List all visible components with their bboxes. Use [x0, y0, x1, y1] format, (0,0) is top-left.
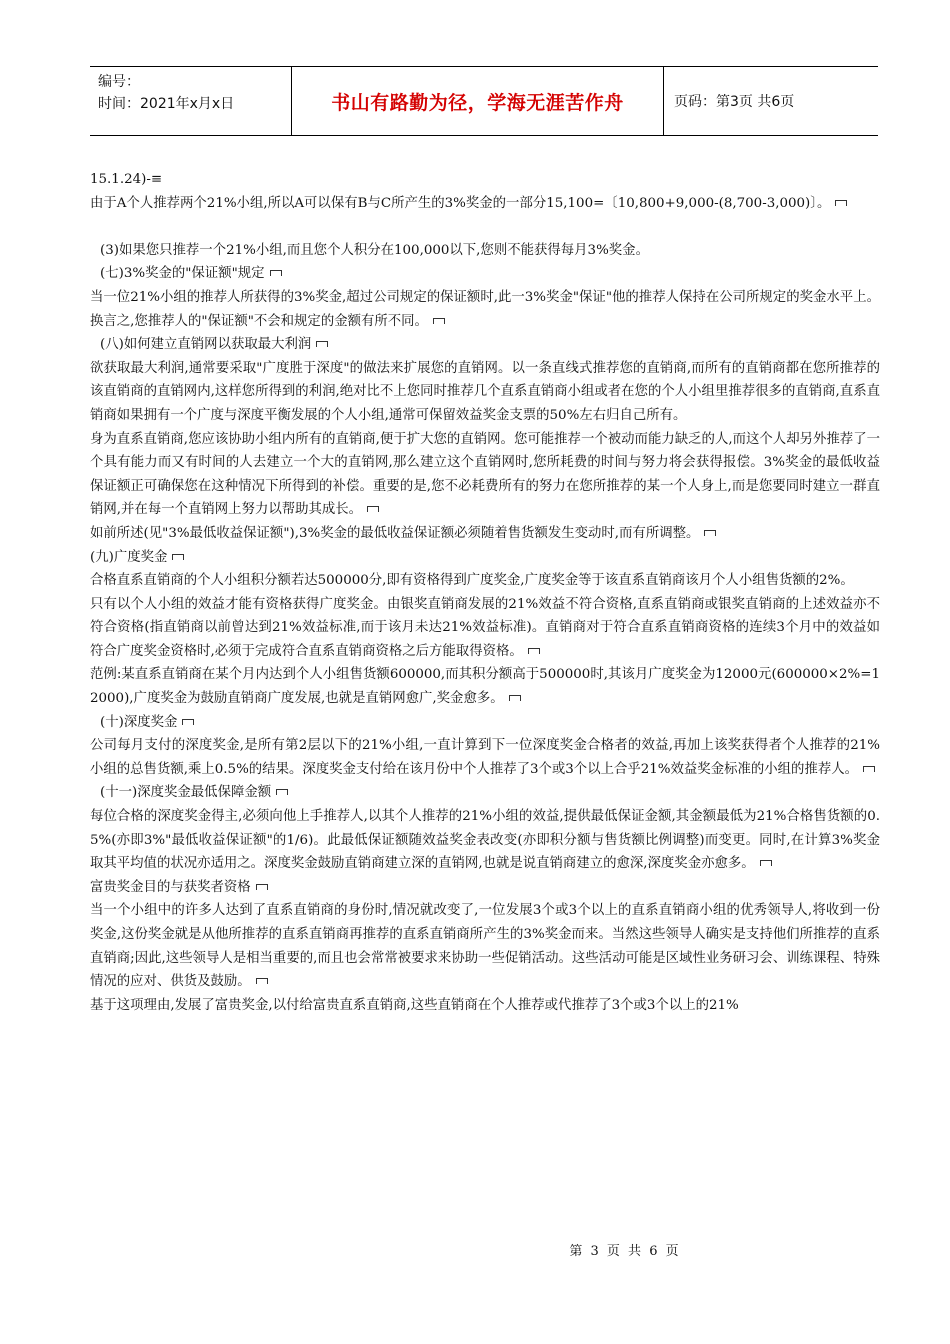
paragraph: [90, 994, 880, 1018]
paragraph: [90, 805, 880, 876]
paragraph: [90, 215, 880, 239]
paragraph: [90, 262, 880, 286]
paragraph-mark-icon: [270, 270, 282, 276]
paragraph-text: 每位合格的深度奖金得主,必须向他上手推荐人,以其个人推荐的21%小组的效益,提供最低保证金额,其金额最低为21%合格售货额的0.5%(亦即3%"最低收益保证额"的1/6)。此最低保证额随效益奖金表改变(亦即积分额与售货额比例调整)而变更。同时,在计算3%奖金取其平均值的状况亦适用之。深度奖金鼓励直销商建立深的直销网,也就是说直销商建立的愈深,深度奖金亦愈多。: [90, 809, 880, 872]
paragraph-mark-icon: [276, 789, 288, 795]
paragraph-text: (九)广度奖金: [90, 549, 168, 565]
paragraph-text: 当一个小组中的许多人达到了直系直销商的身份时,情况就改变了,一位发展3个或3个以上的直系直销商小组的优秀领导人,将收到一份奖金,这份奖金就是从他所推荐的直系直销商再推荐的直系直销商所产生的3%奖金而来。当然这些领导人确实是支持他们所推荐的直系直销商;因此,这些领导人是相当重要的,而且也会常常被要求来协助一些促销活动。这些活动可能是区域性业务研习会、训练课程、特殊情况的应对、供货及鼓励。: [90, 903, 880, 990]
paragraph-text: (七)3%奖金的"保证额"规定: [100, 266, 265, 282]
paragraph: [90, 428, 880, 522]
paragraph-text: 当一位21%小组的推荐人所获得的3%奖金,超过公司规定的保证额时,此一3%奖金"保证"他的推荐人保持在公司所规定的奖金水平上。换言之,您推荐人的"保证额"不会和规定的金额有所不同。: [90, 289, 880, 329]
paragraph-mark-icon: [256, 978, 268, 984]
header-left-cell: [90, 67, 291, 135]
paragraph: [90, 286, 880, 333]
paragraph-text: 欲获取最大利润,通常要采取"广度胜于深度"的做法来扩展您的直销网。以一条直线式推荐您的直销商,而所有的直销商都在您所推荐的该直销商的直销网内,这样您所得到的利润,绝对比不上您同时推荐几个直系直销商小组或者在您的个人小组里推荐很多的直销商,直系直销商如果拥有一个广度与深度平衡发展的个人小组,通常可保留效益奖金支票的50%左右归自己所有。: [90, 360, 880, 423]
paragraph-mark-icon: [760, 860, 772, 866]
paragraph-mark-icon: [835, 200, 847, 206]
paragraph-mark-icon: [316, 341, 328, 347]
paragraph-text: 合格直系直销商的个人小组积分额若达500000分,即有资格得到广度奖金,广度奖金等于该直系直销商该月个人小组售货额的2%。: [90, 573, 854, 589]
paragraph-text: 只有以个人小组的效益才能有资格获得广度奖金。由银奖直销商发展的21%效益不符合资格,直系直销商或银奖直销商的上述效益亦不符合资格(指直销商以前曾达到21%效益标准,而于该月未达21%效益标准)。直销商对于符合直系直销商资格的连续3个月中的效益如符合广度奖金资格时,必须于完成符合直系直销商资格之后方能取得资格。: [90, 596, 880, 659]
paragraph-mark-icon: [433, 318, 445, 324]
time-label: 时间：2021年x月x日: [98, 96, 235, 112]
paragraph-text: (3)如果您只推荐一个21%小组,而且您个人积分在100,000以下,您则不能获得每月3%奖金。: [100, 242, 649, 258]
paragraph-mark-icon: [172, 554, 184, 560]
header-motto: 书山有路勤为径，学海无涯苦作舟: [291, 67, 664, 135]
paragraph-mark-icon: [863, 766, 875, 772]
paragraph-text: (八)如何建立直销网以获取最大利润: [100, 337, 312, 353]
paragraph: [90, 192, 880, 216]
paragraph-mark-icon: [509, 695, 521, 701]
paragraph: [90, 239, 880, 263]
paragraph-text: (十一)深度奖金最低保障金额: [100, 785, 272, 801]
paragraph-mark-icon: [182, 719, 194, 725]
paragraph-text: 基于这项理由,发展了富贵奖金,以付给富贵直系直销商,这些直销商在个人推荐或代推荐了3个或3个以上的21%: [90, 997, 739, 1013]
paragraph-text: 由于A个人推荐两个21%小组,所以A可以保有B与C所产生的3%奖金的一部分15,100=〔10,800+9,000-(8,700-3,000)〕。: [90, 195, 831, 211]
paragraph: [90, 734, 880, 781]
paragraph: [90, 357, 880, 428]
paragraph: [90, 593, 880, 664]
paragraph: [90, 522, 880, 546]
paragraph-text: 范例:某直系直销商在某个月内达到个人小组售货额600000,而其积分额高于500000时,其该月广度奖金为12000元(600000×2%=12000),广度奖金为鼓励直销商广度发展,也就是直销网愈广,奖金愈多。: [90, 667, 880, 707]
paragraph: [90, 546, 880, 570]
paragraph-text: 富贵奖金目的与获奖者资格: [90, 879, 251, 895]
paragraph-text: 15.1.24)-≡: [90, 172, 163, 187]
page-footer: 第 3 页 共 6 页: [569, 1244, 681, 1259]
paragraph: [90, 569, 880, 593]
paragraph-text: 身为直系直销商,您应该协助小组内所有的直销商,便于扩大您的直销网。您可能推荐一个被动而能力缺乏的人,而这个人却另外推荐了一个具有能力而又有时间的人去建立一个大的直销网,那么建立这个直销网时,您所耗费的时间与努力将会获得报偿。3%奖金的最低收益保证额正可确保您在这种情况下所得到的补偿。重要的是,您不必耗费所有的努力在您所推荐的某一个人身上,而是您要同时建立一群直销网,并在每一个直销网上努力以帮助其成长。: [90, 431, 880, 518]
paragraph-text: (十)深度奖金: [100, 714, 178, 730]
paragraph: [90, 899, 880, 993]
paragraph-text: 如前所述(见"3%最低收益保证额"),3%奖金的最低收益保证额必须随着售货额发生变动时,而有所调整。: [90, 525, 700, 541]
paragraph-mark-icon: [704, 530, 716, 536]
paragraph: [90, 663, 880, 710]
document-body: [90, 168, 880, 1017]
serial-label: 编号：: [98, 74, 140, 90]
paragraph: [90, 711, 880, 735]
paragraph-mark-icon: [256, 884, 268, 890]
paragraph: [90, 876, 880, 900]
page-header: [90, 66, 878, 136]
header-page-label: 页码：第3页 共6页: [674, 94, 795, 110]
paragraph: [90, 168, 880, 192]
paragraph: [90, 781, 880, 805]
paragraph-mark-icon: [367, 506, 379, 512]
paragraph-mark-icon: [528, 648, 540, 654]
paragraph: [90, 333, 880, 357]
paragraph-text: 公司每月支付的深度奖金,是所有第2层以下的21%小组,一直计算到下一位深度奖金合格者的效益,再加上该奖获得者个人推荐的21%小组的总售货额,乘上0.5%的结果。深度奖金支付给在该月份中个人推荐了3个或3个以上合乎21%效益奖金标准的小组的推荐人。: [90, 738, 880, 777]
